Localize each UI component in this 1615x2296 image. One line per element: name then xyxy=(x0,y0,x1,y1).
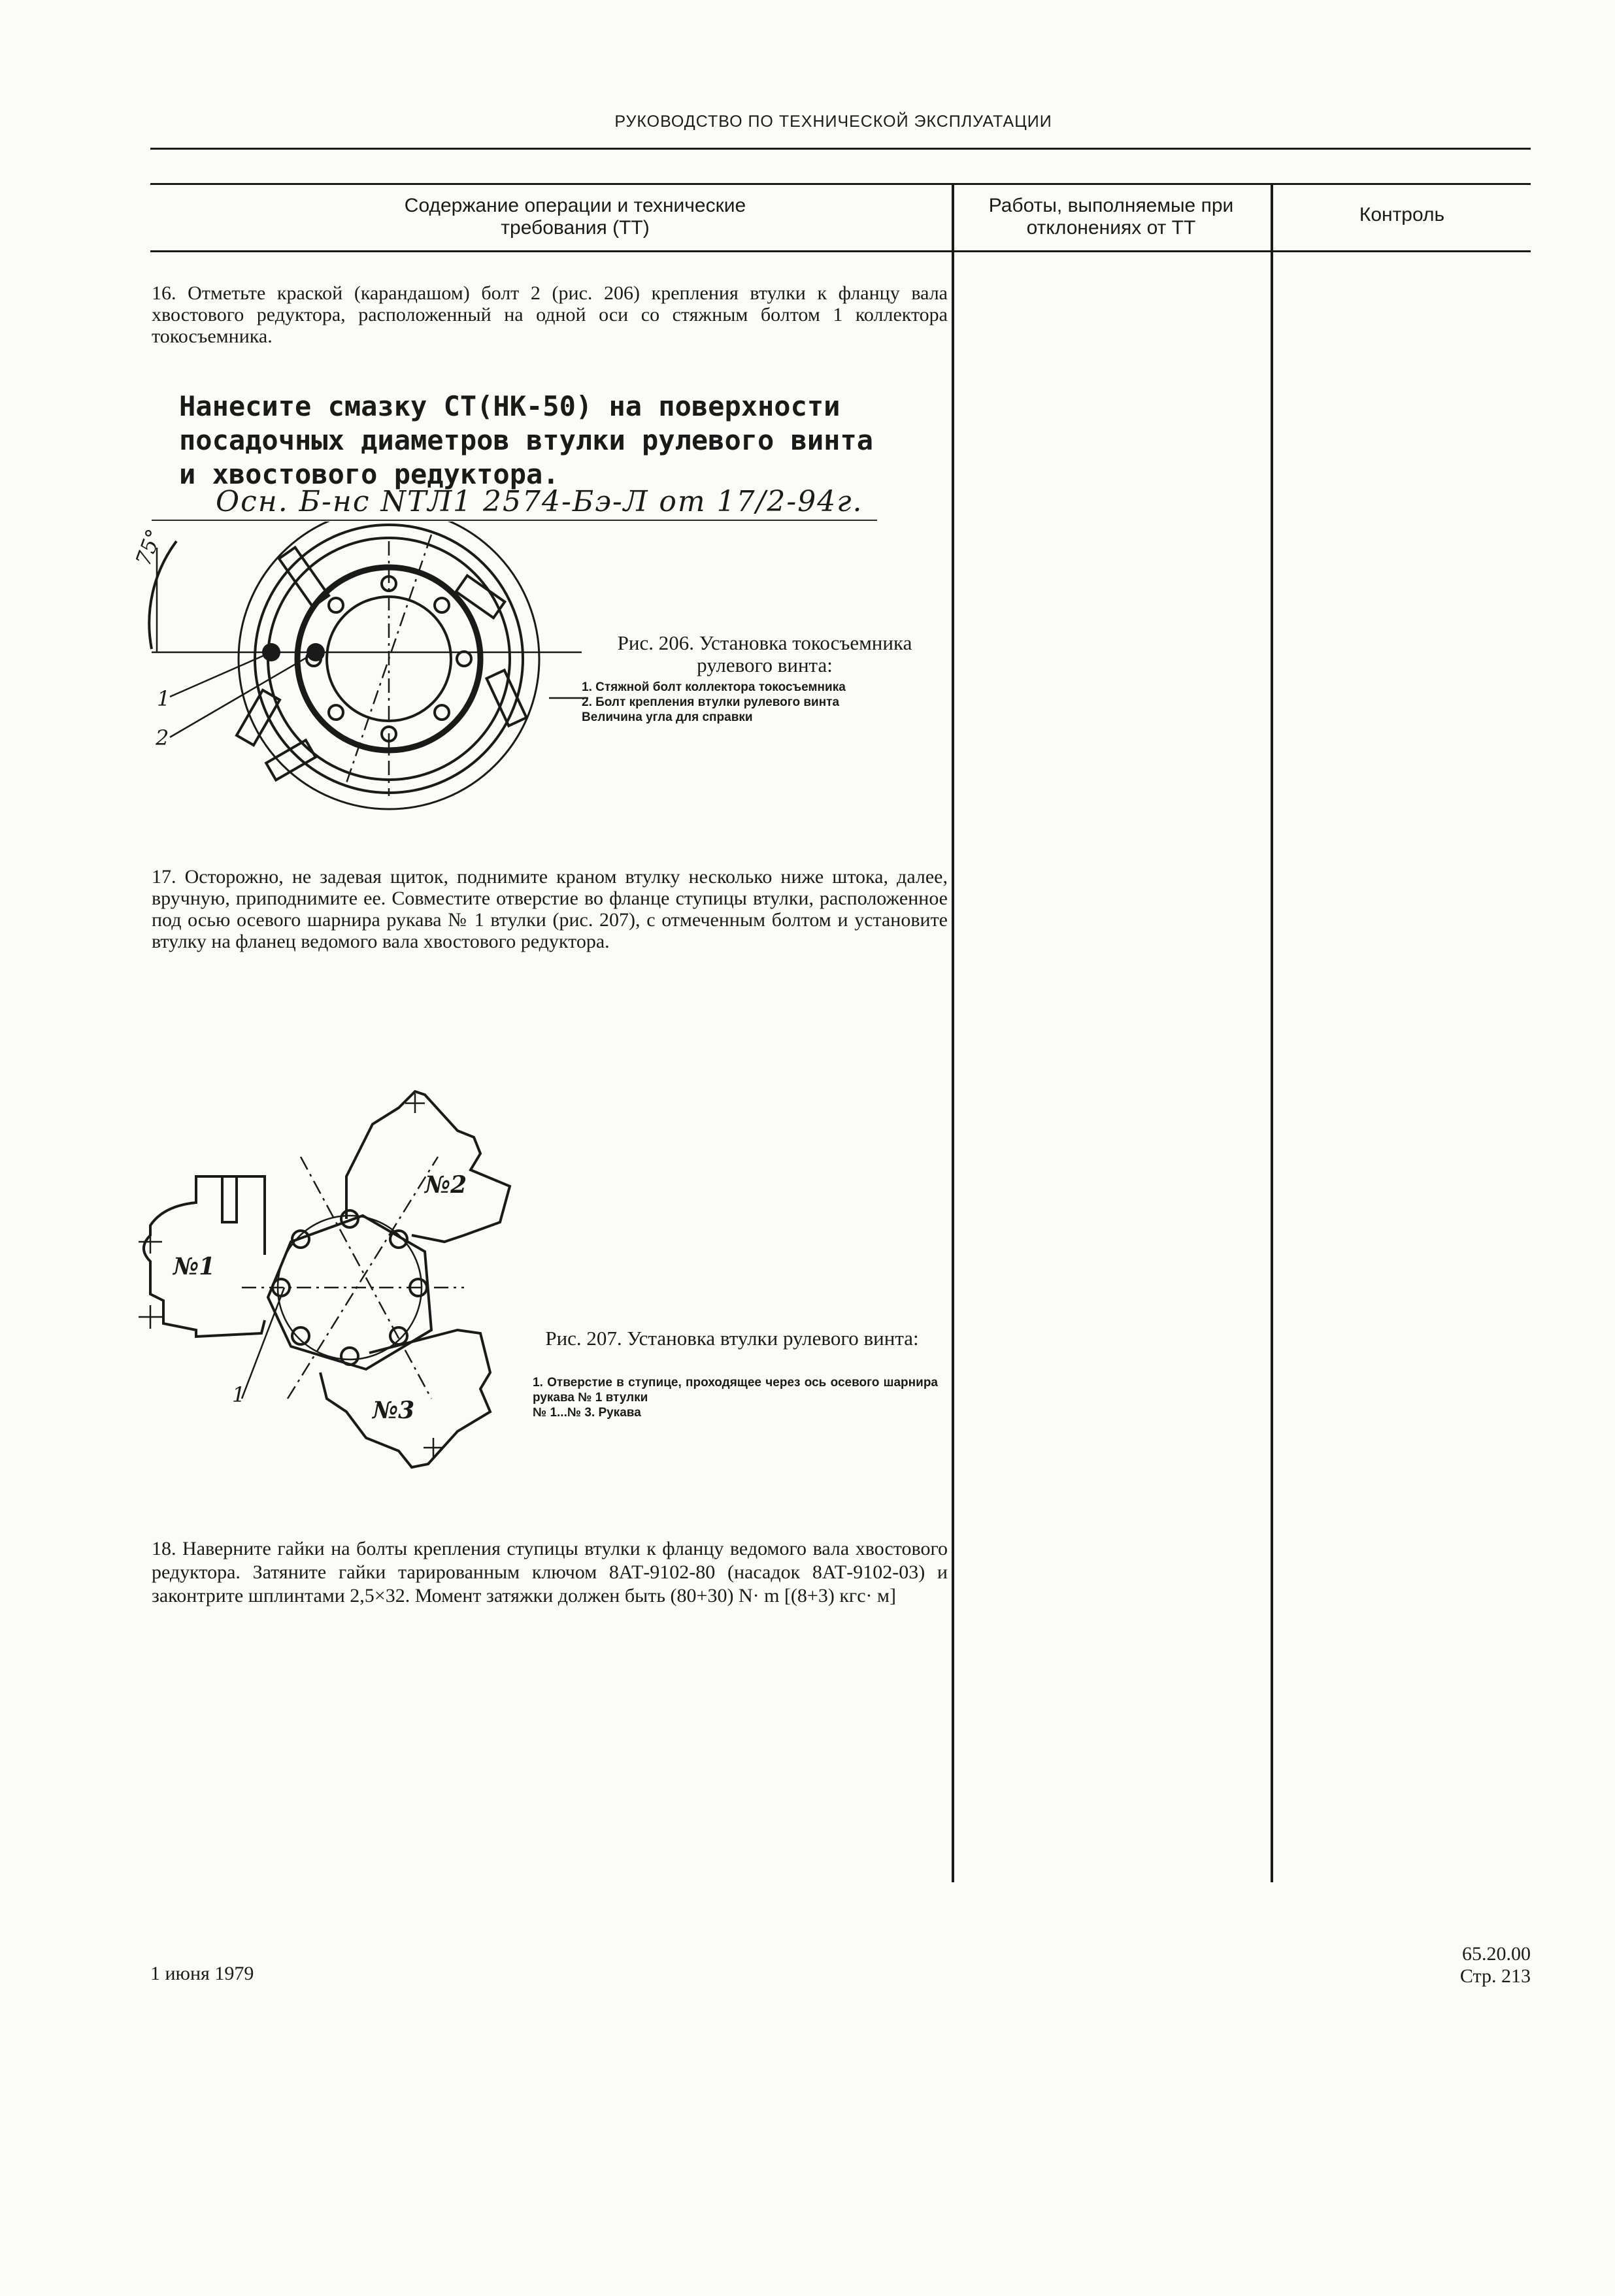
footer-page-number: Стр. 213 xyxy=(1459,1965,1531,1987)
header-rule-top xyxy=(150,148,1531,150)
hub-inclined-centerline xyxy=(288,1157,438,1399)
arm-2-label: №2 xyxy=(425,1171,467,1199)
handwritten-reference: Осн. Б-нс NТЛ1 2574-Бэ-Л от 17/2-94г. xyxy=(216,485,863,518)
arm-3-label: №3 xyxy=(373,1397,415,1424)
column-header-control: Контроль xyxy=(1359,204,1445,225)
footer-doc-code: 65.20.00 xyxy=(1462,1943,1531,1965)
hub-bolt-holes xyxy=(273,1210,427,1365)
hole-1-callout: 1 xyxy=(232,1382,246,1407)
step-17-text: 17. Осторожно, не задевая щиток, поднимите краном втулку несколько ниже штока, далее, вручную, приподнимите ее. Совместите отверстие во фланце ступицы втулки, расположенное под осью осевого шарнира рукава № 1 втулки (рис. 207), с отмеченным болтом и установите втулку на фланец ведомого вала хвостового редуктора. xyxy=(152,866,948,952)
footer-date: 1 июня 1979 xyxy=(150,1963,254,1984)
figure-206-item-1: 1. Стяжной болт коллектора токосъемника xyxy=(582,680,846,694)
figure-207-item-1: 1. Отверстие в ступице, проходящее через ось осевого шарнира рукава № 1 втулки xyxy=(533,1376,938,1405)
column-divider-1 xyxy=(952,183,954,1882)
step-16-text: 16. Отметьте краской (карандашом) болт 2 (рис. 206) крепления втулки к фланцу вала хвостового редуктора, расположенный на одной оси со стяжным болтом 1 коллектора токосъемника. xyxy=(152,282,948,347)
callout-2: 2 xyxy=(156,725,169,750)
figure-206-drawing xyxy=(131,522,601,822)
callout-1: 1 xyxy=(157,686,171,711)
hole-1-leader xyxy=(242,1288,284,1399)
step-18-text: 18. Наверните гайки на болты крепления ступицы втулки к фланцу ведомого вала хвостового редуктора. Затяните гайки тарированным ключом 8АТ-9102-80 (насадок 8АТ-9102-03) и законтрите шплинтами 2,5×32. Момент затяжки должен быть (80+30) N· m [(8+3) кгс· м] xyxy=(152,1538,948,1606)
angle-label: 75° xyxy=(131,525,167,569)
figure-206-note: Величина угла для справки xyxy=(582,710,753,724)
column-header-operation: Содержание операции и технические требования (ТТ) xyxy=(404,195,746,239)
figure-206-caption: Рис. 206. Установка токосъемника рулевого винта: xyxy=(617,631,912,676)
header-rule-second xyxy=(150,183,1531,185)
arm-1-slot xyxy=(222,1176,237,1222)
figure-207-drawing xyxy=(124,1072,542,1477)
column-divider-2 xyxy=(1271,183,1273,1882)
document-header: РУКОВОДСТВО ПО ТЕХНИЧЕСКОЙ ЭКСПЛУАТАЦИИ xyxy=(614,112,1052,131)
figure-206-item-2: 2. Болт крепления втулки рулевого винта xyxy=(582,695,840,709)
figure-207-item-2: № 1...№ 3. Рукава xyxy=(533,1406,641,1420)
column-header-deviation-work: Работы, выполняемые при отклонениях от ТТ xyxy=(988,195,1234,239)
hub-inclined-centerline-2 xyxy=(301,1157,431,1399)
figure-207-caption: Рис. 207. Установка втулки рулевого винта: xyxy=(545,1327,919,1350)
arm-1-label: №1 xyxy=(173,1253,216,1280)
header-rule-bottom xyxy=(150,250,1531,252)
insert-bottom-edge xyxy=(152,520,877,521)
lubrication-note: Нанесите смазку СТ(НК-50) на поверхности посадочных диаметров втулки рулевого винта и хвостового редуктора. xyxy=(179,390,874,490)
